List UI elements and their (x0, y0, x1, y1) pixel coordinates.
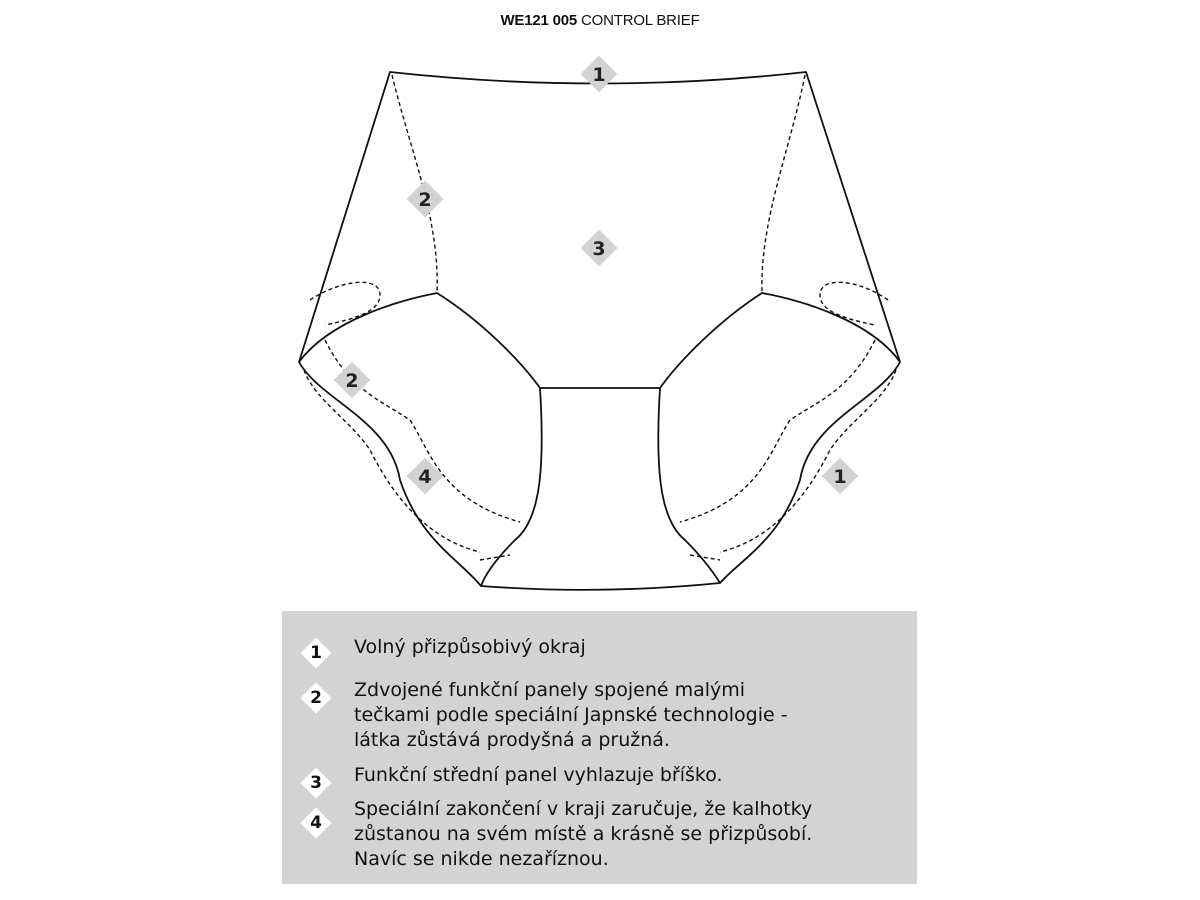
callout-left-side-panel (407, 181, 444, 218)
gusset-right (658, 388, 720, 583)
callout-top-waistband (581, 56, 618, 93)
callout-number: 4 (418, 466, 432, 488)
legend-text: Zdvojené funkční panely spojené malými tečkami podle speciální Japnské technologie - látka zůstává prodyšná a pružná. (354, 679, 788, 751)
legend-text: Speciální zakončení v kraji zaručuje, že kalhotky zůstanou na svém místě a krásně se přizpůsobí. Navíc se nikde nezaříznou. (354, 798, 813, 870)
right-panel-seam (660, 293, 900, 388)
callout-left-leg-edge (407, 458, 444, 495)
gusset-left-stitch (480, 555, 510, 560)
right-leg-outer-stitch (720, 370, 896, 552)
brief-outline (299, 72, 900, 590)
legend-badge: 2 (300, 682, 332, 714)
right-side-stitch (762, 75, 805, 292)
gusset-right-stitch (690, 555, 720, 560)
legend-panel (282, 611, 917, 884)
callout-center-panel (581, 230, 618, 267)
product-name: CONTROL BRIEF (581, 12, 700, 29)
callout-right-leg-edge (822, 458, 859, 495)
left-leg-outer-stitch (304, 370, 480, 552)
left-hip-loop (310, 282, 380, 325)
right-hip-loop (820, 282, 888, 325)
legend-badge: 3 (300, 767, 332, 799)
callout-left-leg-panel (334, 362, 371, 399)
legend-text: Volný přizpůsobivý okraj (354, 636, 586, 658)
callout-number: 2 (345, 370, 359, 392)
left-panel-seam (299, 293, 540, 388)
callout-number: 1 (833, 466, 847, 488)
product-code: WE121 005 (500, 12, 578, 29)
callout-number: 3 (592, 238, 606, 260)
left-side-stitch (392, 75, 437, 292)
gusset-left (481, 388, 542, 586)
legend-badge: 4 (300, 807, 332, 839)
callout-number: 2 (418, 189, 432, 211)
legend-text: Funkční střední panel vyhlazuje bříško. (354, 764, 723, 786)
callout-number: 1 (592, 64, 606, 86)
callouts (334, 56, 859, 495)
legend-badge: 1 (300, 637, 332, 669)
